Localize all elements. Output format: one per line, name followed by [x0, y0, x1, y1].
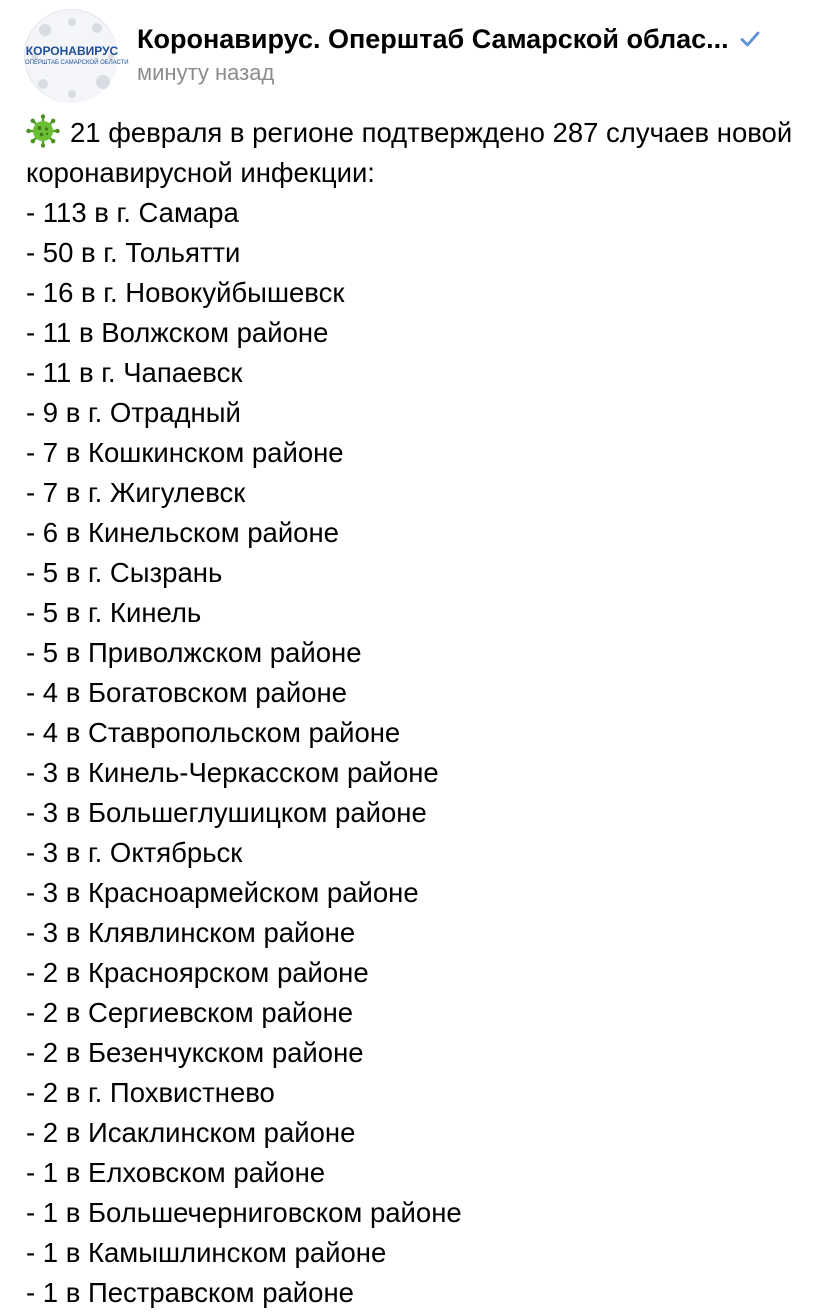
- list-item: - 2 в Красноярском районе: [26, 957, 369, 988]
- list-item: - 3 в Кинель-Черкасском районе: [26, 757, 439, 788]
- community-title[interactable]: Коронавирус. Оперштаб Самарской облас...: [137, 23, 729, 54]
- list-item: - 11 в г. Чапаевск: [26, 357, 243, 388]
- title-row: [137, 21, 827, 57]
- list-item: - 3 в г. Октябрьск: [26, 837, 243, 868]
- list-item: - 2 в Исаклинском районе: [26, 1117, 356, 1148]
- list-item: - 4 в Ставропольском районе: [26, 717, 401, 748]
- post-timestamp[interactable]: минуту назад: [137, 60, 275, 85]
- list-item: - 4 в Богатовском районе: [26, 677, 347, 708]
- list-item: - 3 в Красноармейском районе: [26, 877, 419, 908]
- checkmark-icon: [739, 28, 761, 50]
- list-item: - 16 в г. Новокуйбышевск: [26, 277, 345, 308]
- list-item: - 3 в Клявлинском районе: [26, 917, 356, 948]
- list-item: - 9 в г. Отрадный: [26, 397, 241, 428]
- list-item: - 113 в г. Самара: [26, 197, 239, 228]
- list-item: - 6 в Кинельском районе: [26, 517, 339, 548]
- list-item: - 2 в Безенчукском районе: [26, 1037, 364, 1068]
- list-item: - 1 в Елховском районе: [26, 1157, 326, 1188]
- list-item: - 2 в Сергиевском районе: [26, 997, 354, 1028]
- list-item: - 11 в Волжском районе: [26, 317, 329, 348]
- list-item: - 1 в Пестравском районе: [26, 1277, 354, 1308]
- list-item: - 7 в г. Жигулевск: [26, 477, 246, 508]
- list-item: - 5 в Приволжском районе: [26, 637, 362, 668]
- list-item: - 2 в г. Похвистнево: [26, 1077, 275, 1108]
- intro-text: 21 февраля в регионе подтверждено 287 случаев новой коронавирусной инфекции:: [26, 117, 793, 188]
- avatar[interactable]: [24, 9, 129, 103]
- list-item: - 3 в Большеглушицком районе: [26, 797, 427, 828]
- avatar-title: КОРОНАВИРУС: [25, 44, 119, 58]
- post-body: [26, 113, 816, 1313]
- list-item: - 5 в г. Сызрань: [26, 557, 223, 588]
- avatar-subtitle: ОПЕРШТАБ САМАРСКОЙ ОБЛАСТИ: [25, 60, 129, 66]
- list-item: - 50 в г. Тольятти: [26, 237, 241, 268]
- list-item: - 5 в г. Кинель: [26, 597, 202, 628]
- post-intro: [26, 113, 816, 193]
- case-list: [26, 193, 816, 1313]
- post-header: [0, 0, 828, 104]
- list-item: - 7 в Кошкинском районе: [26, 437, 344, 468]
- list-item: - 1 в Большечерниговском районе: [26, 1197, 462, 1228]
- list-item: - 1 в Камышлинском районе: [26, 1237, 387, 1268]
- virus-icon: [26, 114, 60, 148]
